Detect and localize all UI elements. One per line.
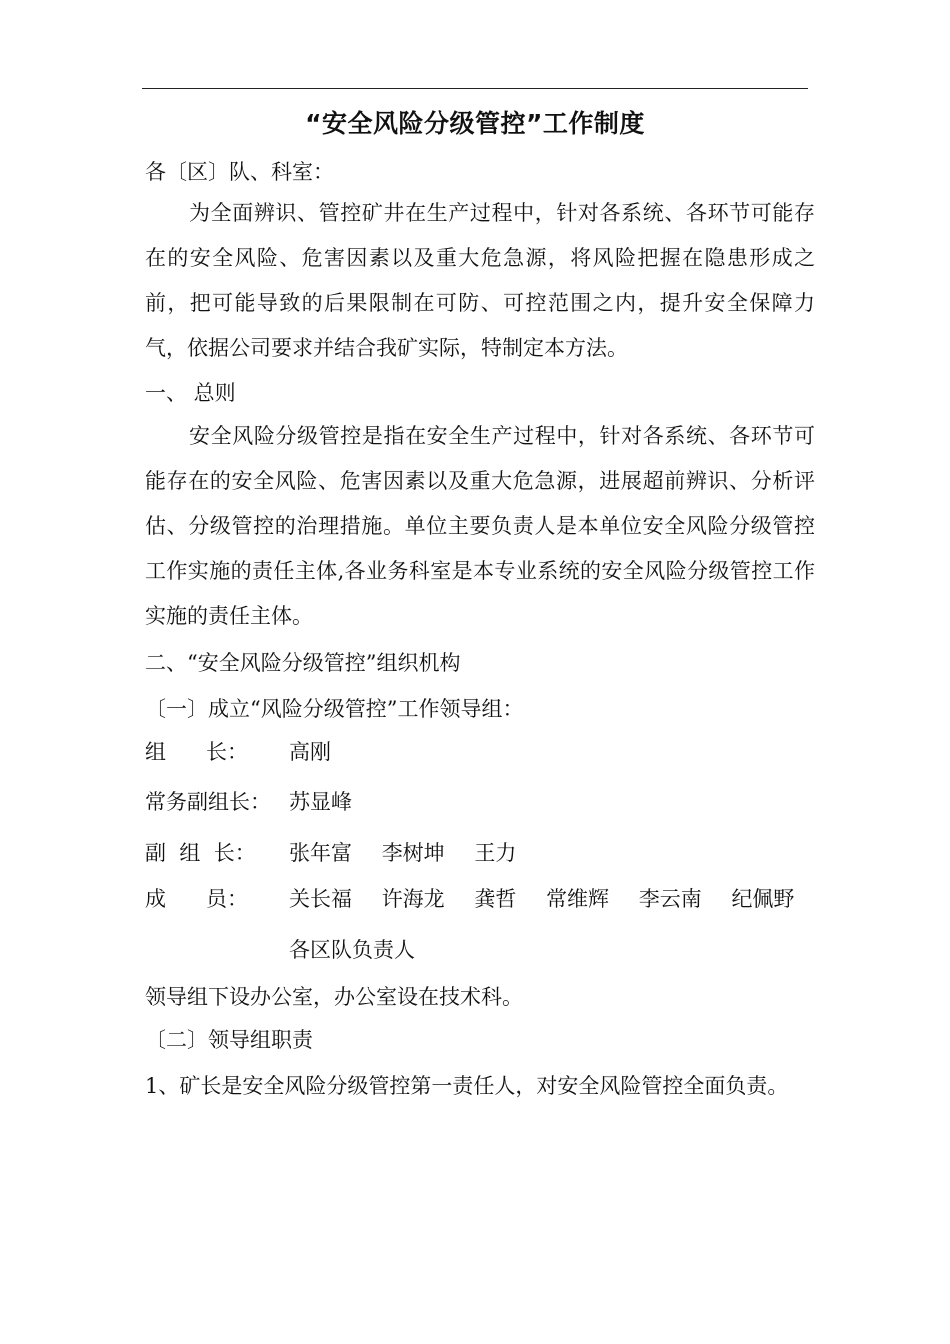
member-names: [289, 883, 794, 913]
section-1-body: 安全风险分级管控是指在安全生产过程中，针对各系统、各环节可能存在的安全风险、危害因素以及重大危急源，进展超前辨识、分析评估、分级管控的治理措施。单位主要负责人是本单位安全风险分级管控工作实施的责任主体,各业务科室是本专业系统的安全风险分级管控工作实施的责任主体。: [145, 424, 815, 628]
document-title: “安全风险分级管控”工作制度: [305, 109, 645, 138]
salutation: 各〔区〕队、科室：: [145, 160, 334, 184]
deputy-label: 副 组 长：: [145, 841, 256, 865]
exec-deputy-label: 常务副组长：: [145, 790, 271, 814]
member-extra: 各区队负责人: [289, 938, 415, 962]
person-name: 常维辉: [546, 887, 610, 911]
person-name: 李树坤: [381, 841, 445, 865]
subsection-2-heading: 〔二〕领导组职责: [145, 1028, 313, 1052]
person-name: 张年富: [289, 841, 352, 865]
person-name: 高刚: [289, 740, 331, 764]
member-label: 成 员：: [145, 887, 249, 911]
deputy-names: [289, 837, 516, 867]
subsection-1-heading: 〔一〕成立“风险分级管控”工作领导组：: [145, 697, 524, 721]
person-name: 许海龙: [381, 887, 445, 911]
exec-deputy-names: [289, 786, 352, 816]
person-name: 纪佩野: [731, 887, 795, 911]
leader-label: 组 长：: [145, 740, 249, 764]
section-1-heading: 一、 总则: [145, 381, 236, 405]
duty-item-1: 1、矿长是安全风险分级管控第一责任人，对安全风险管控全面负责。: [145, 1074, 789, 1098]
office-note: 领导组下设办公室，办公室设在技术科。: [145, 985, 523, 1009]
person-name: 苏显峰: [289, 790, 352, 814]
leader-names: [289, 736, 331, 766]
person-name: 龚哲: [474, 887, 517, 911]
person-name: 王力: [474, 841, 517, 865]
section-2-heading: 二、“安全风险分级管控”组织机构: [145, 651, 461, 675]
header-rule: [142, 88, 808, 89]
intro-paragraph: 为全面辨识、管控矿井在生产过程中，针对各系统、各环节可能存在的安全风险、危害因素以及重大危急源，将风险把握在隐患形成之前，把可能导致的后果限制在可防、可控范围之内，提升安全保障力气，依据公司要求并结合我矿实际，特制定本方法。: [145, 201, 815, 360]
person-name: 关长福: [289, 887, 352, 911]
person-name: 李云南: [638, 887, 702, 911]
